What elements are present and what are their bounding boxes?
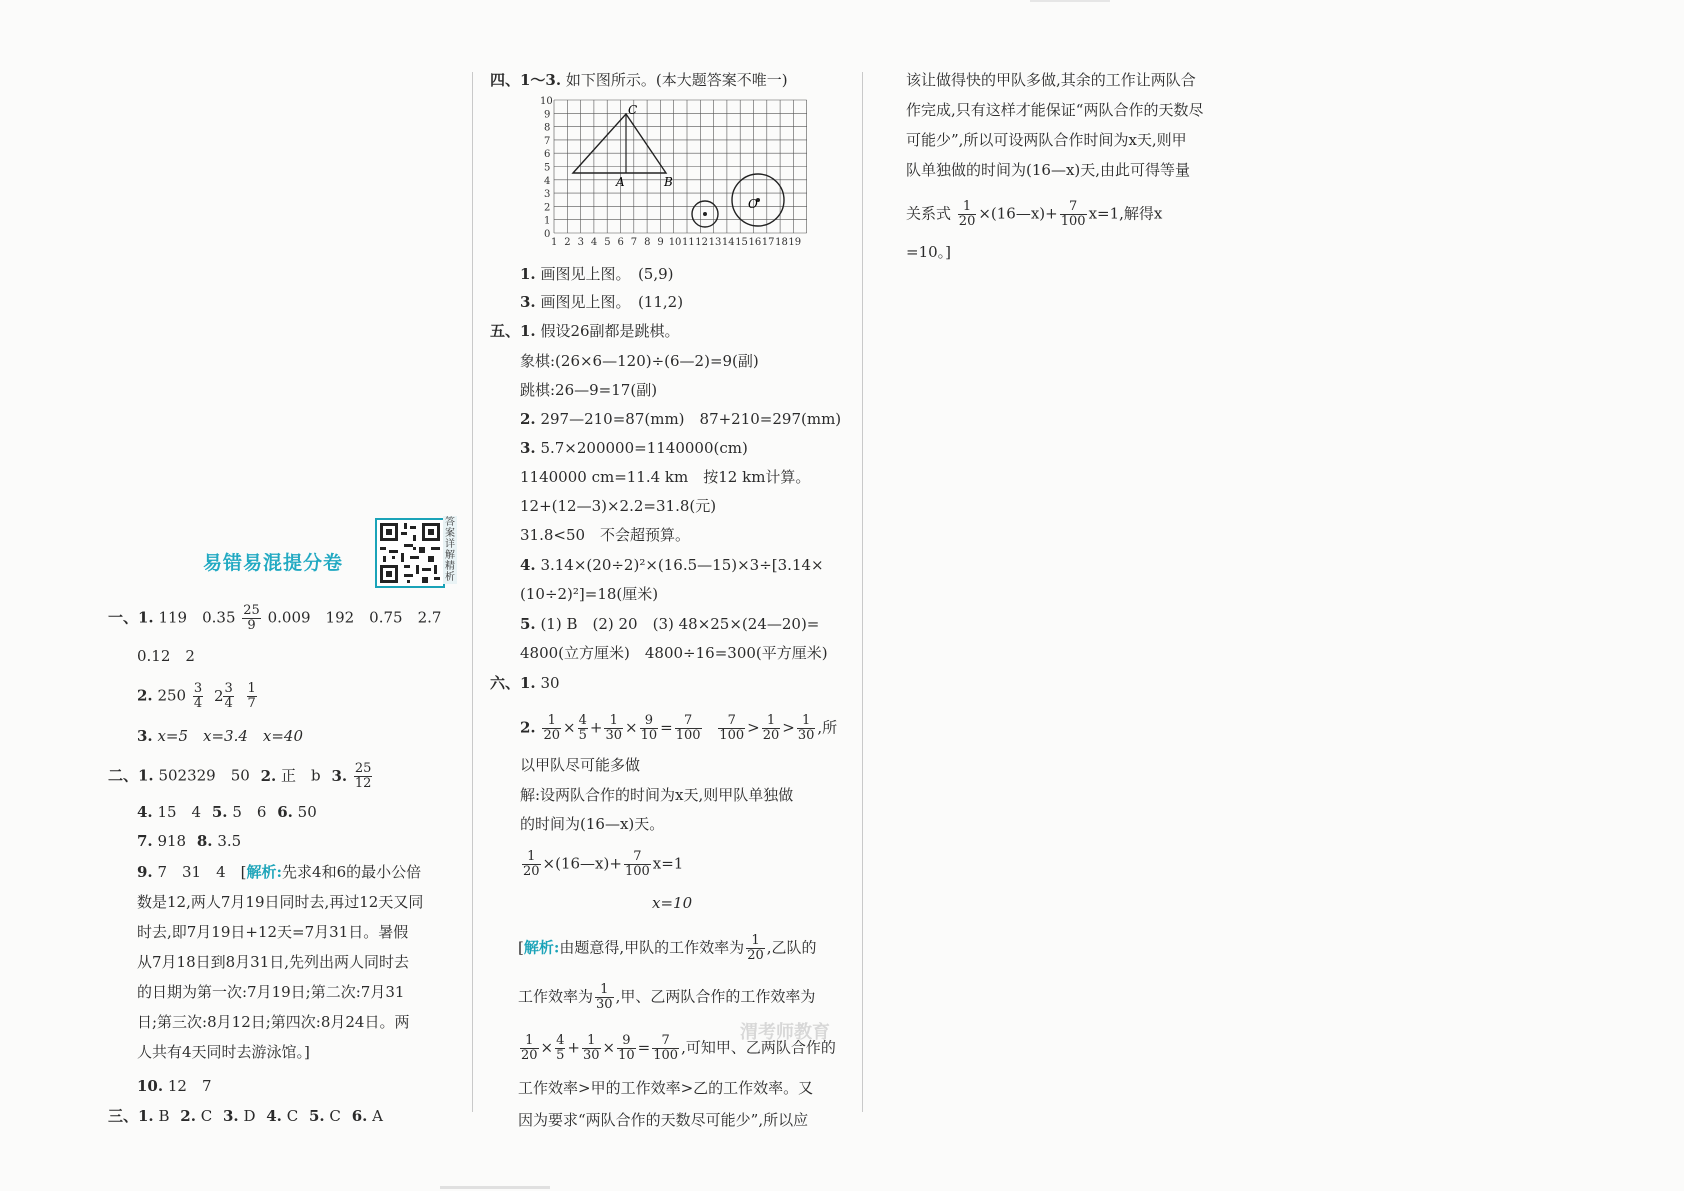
x-tick-label: 11 <box>682 237 695 248</box>
solution-line-1: 解:设两队合作的时间为x天,则甲队单独做 <box>520 786 794 804</box>
right-line-2: 作完成,只有这样才能保证“两队合作的天数尽 <box>906 101 1204 119</box>
answer-5-1-b: 跳棋:26—9=17(副) <box>520 381 658 399</box>
explanation-line: 时去,即7月19日+12天=7月31日。暑假 <box>137 923 409 941</box>
grid-lines <box>554 100 807 233</box>
explanation-line-3: $\frac{1}{20}$ × $\frac{4}{5}$ + $\frac{1}{30}$ × $\frac{9}{10}$ = $\frac{7}{100}$ ,可知甲、乙两队合作的 <box>521 1033 836 1063</box>
y-tick-label: 10 <box>540 96 553 107</box>
y-tick-label: 6 <box>544 149 551 161</box>
answer-5-2: 2. 297—210=87(mm) 87+210=297(mm) <box>520 410 842 428</box>
x-tick-label: 18 <box>775 237 788 248</box>
answer-5-5-a: 4800(立方厘米) 4800÷16=300(平方厘米) <box>520 644 828 662</box>
section-4-heading: 四、1～3. 如下图所示。(本大题答案不唯一) <box>490 71 788 89</box>
x-tick-label: 10 <box>668 237 682 248</box>
point-label-c: C <box>628 103 638 117</box>
right-line-1: 该让做得快的甲队多做,其余的工作让两队合 <box>906 71 1196 89</box>
answer-6-2-b: 以甲队尽可能多做 <box>520 756 641 774</box>
answer-2-7-8: 7. 918 8. 3.5 <box>137 832 242 850</box>
answer-5-4: 4. 3.14×(20÷2)²×(16.5—15)×3÷[3.14× <box>520 556 824 574</box>
x-tick-label: 6 <box>617 237 624 248</box>
qr-code-icon <box>375 518 445 588</box>
x-tick-label: 17 <box>761 237 775 248</box>
answer-6-1: 六、1. 30 <box>490 674 560 692</box>
y-tick-label: 1 <box>544 215 551 227</box>
x-tick-label: 13 <box>708 237 722 248</box>
x-tick-label: 8 <box>644 237 651 248</box>
equation: $\frac{1}{20}$ ×(16—x)+ $\frac{7}{100}$ x=1 <box>523 849 684 879</box>
column-divider-right <box>862 72 863 1112</box>
x-tick-label: 4 <box>590 237 598 248</box>
answer-3: 三、1. B 2. C 3. D 4. C 5. C 6. A <box>108 1107 383 1125</box>
x-tick-label: 19 <box>788 237 802 248</box>
y-tick-label: 5 <box>544 162 551 174</box>
explanation-line-2: 工作效率为 $\frac{1}{30}$ ,甲、乙两队合作的工作效率为 <box>518 982 816 1012</box>
answer-6-2: 2. $\frac{1}{20}$ × $\frac{4}{5}$ + $\frac{1}{30}$ × $\frac{9}{10}$ = $\frac{7}{100}$ $\frac{7}{100}$ > $\frac{1}{20}$ > $\frac{1}{30}$ ,所 <box>520 713 838 743</box>
x-tick-label: 7 <box>630 237 638 248</box>
y-tick-label: 4 <box>544 175 551 187</box>
answer-2-9: 9. 7 31 4 [解析:先求4和6的最小公倍 <box>137 863 422 881</box>
coordinate-grid <box>540 92 830 260</box>
answer-5-4-a: (10÷2)²]=18(厘米) <box>520 585 659 603</box>
fraction: $\frac{25}{9}$ <box>243 603 260 633</box>
right-line-6: =10。] <box>906 243 952 261</box>
equation-result: x=10 <box>652 894 693 912</box>
explanation-line: 数是12,两人7月19日同时去,再过12天又同 <box>137 893 424 911</box>
x-tick-label: 12 <box>695 237 709 248</box>
explanation-line-4: 工作效率>甲的工作效率>乙的工作效率。又 <box>518 1079 814 1097</box>
bottom-scan-mark <box>440 1186 550 1189</box>
y-tick-label: 0 <box>544 229 551 240</box>
y-tick-label: 8 <box>544 122 551 134</box>
x-tick-label: 15 <box>735 237 748 248</box>
answer-1-2: 2. 250 $\frac{3}{4}$ 2 $\frac{3}{4}$ $\frac{1}{7}$ <box>137 681 256 711</box>
right-line-4: 队单独做的时间为(16—x)天,由此可得等量 <box>906 161 1191 179</box>
y-tick-label: 2 <box>544 202 551 214</box>
answer-1-1: 一、1. 119 0.35 $\frac{25}{9}$ 0.009 192 0.75 2.7 <box>108 603 442 633</box>
triangle-abc <box>573 114 666 173</box>
point-label-a: A <box>616 175 625 189</box>
y-tick-label: 9 <box>544 109 551 121</box>
solution-line-2: 的时间为(16—x)天。 <box>520 815 665 833</box>
answer-1-3: 3. x=5 x=3.4 x=40 <box>137 727 304 745</box>
answer-2-1-3: 二、1. 502329 50 2. 正 b 3. $\frac{25}{12}$ <box>108 761 372 791</box>
x-tick-label: 2 <box>564 237 571 248</box>
answer-5-3: 3. 5.7×200000=1140000(cm) <box>520 439 748 457</box>
answer-5-1-a: 象棋:(26×6—120)÷(6—2)=9(副) <box>520 352 759 370</box>
section-title: 易错易混提分卷 <box>203 552 344 574</box>
explanation-line: 人共有4天同时去游泳馆。] <box>137 1043 310 1061</box>
small-circle-center <box>703 212 707 216</box>
right-line-3: 可能少”,所以可设两队合作时间为x天,则甲 <box>906 131 1187 149</box>
explanation-line: 从7月18日到8月31日,先列出两人同时去 <box>137 953 410 971</box>
answer-5-3-c: 31.8<50 不会超预算。 <box>520 526 691 544</box>
right-line-5: 关系式 $\frac{1}{20}$ ×(16—x)+ $\frac{7}{100}$ x=1,解得x <box>906 199 1163 229</box>
watermark: 渭考师教育 <box>740 1022 830 1043</box>
answer-2-10: 10. 12 7 <box>137 1077 212 1095</box>
explanation-line: 日;第三次:8月12日;第四次:8月24日。两 <box>137 1013 410 1031</box>
explanation-line-5: 因为要求“两队合作的天数尽可能少”,所以应 <box>518 1111 809 1129</box>
y-tick-label: 7 <box>544 135 551 147</box>
explanation-line: 的日期为第一次:7月19日;第二次:7月31 <box>137 983 405 1001</box>
answer-5-5: 5. (1) B (2) 20 (3) 48×25×(24—20)= <box>520 615 820 633</box>
answer-1-1-cont: 0.12 2 <box>137 647 195 665</box>
answer-4-1: 1. 画图见上图。 (5,9) <box>520 265 674 283</box>
column-divider-left <box>472 72 473 1112</box>
x-tick-label: 1 <box>551 237 558 248</box>
y-tick-label: 3 <box>544 189 551 201</box>
explanation-line-1: [解析:由题意得,甲队的工作效率为 $\frac{1}{20}$ ,乙队的 <box>518 933 817 963</box>
x-tick-label: 9 <box>657 237 664 248</box>
qr-caption: 答案详解精析 <box>445 517 455 583</box>
answer-5-3-a: 1140000 cm=11.4 km 按12 km计算。 <box>520 468 811 486</box>
answer-2-4-6: 4. 15 4 5. 5 6 6. 50 <box>137 803 317 821</box>
answer-5-1: 五、1. 假设26副都是跳棋。 <box>490 322 680 340</box>
point-label-b: B <box>664 175 673 189</box>
answer-5-3-b: 12+(12—3)×2.2=31.8(元) <box>520 497 717 515</box>
x-tick-label: 3 <box>577 237 584 248</box>
x-tick-label: 16 <box>748 237 762 248</box>
x-tick-label: 5 <box>604 237 611 248</box>
x-tick-label: 14 <box>721 237 735 248</box>
top-scan-mark <box>1030 0 1110 2</box>
answer-4-3: 3. 画图见上图。 (11,2) <box>520 293 684 311</box>
point-label-o: O <box>748 197 758 211</box>
